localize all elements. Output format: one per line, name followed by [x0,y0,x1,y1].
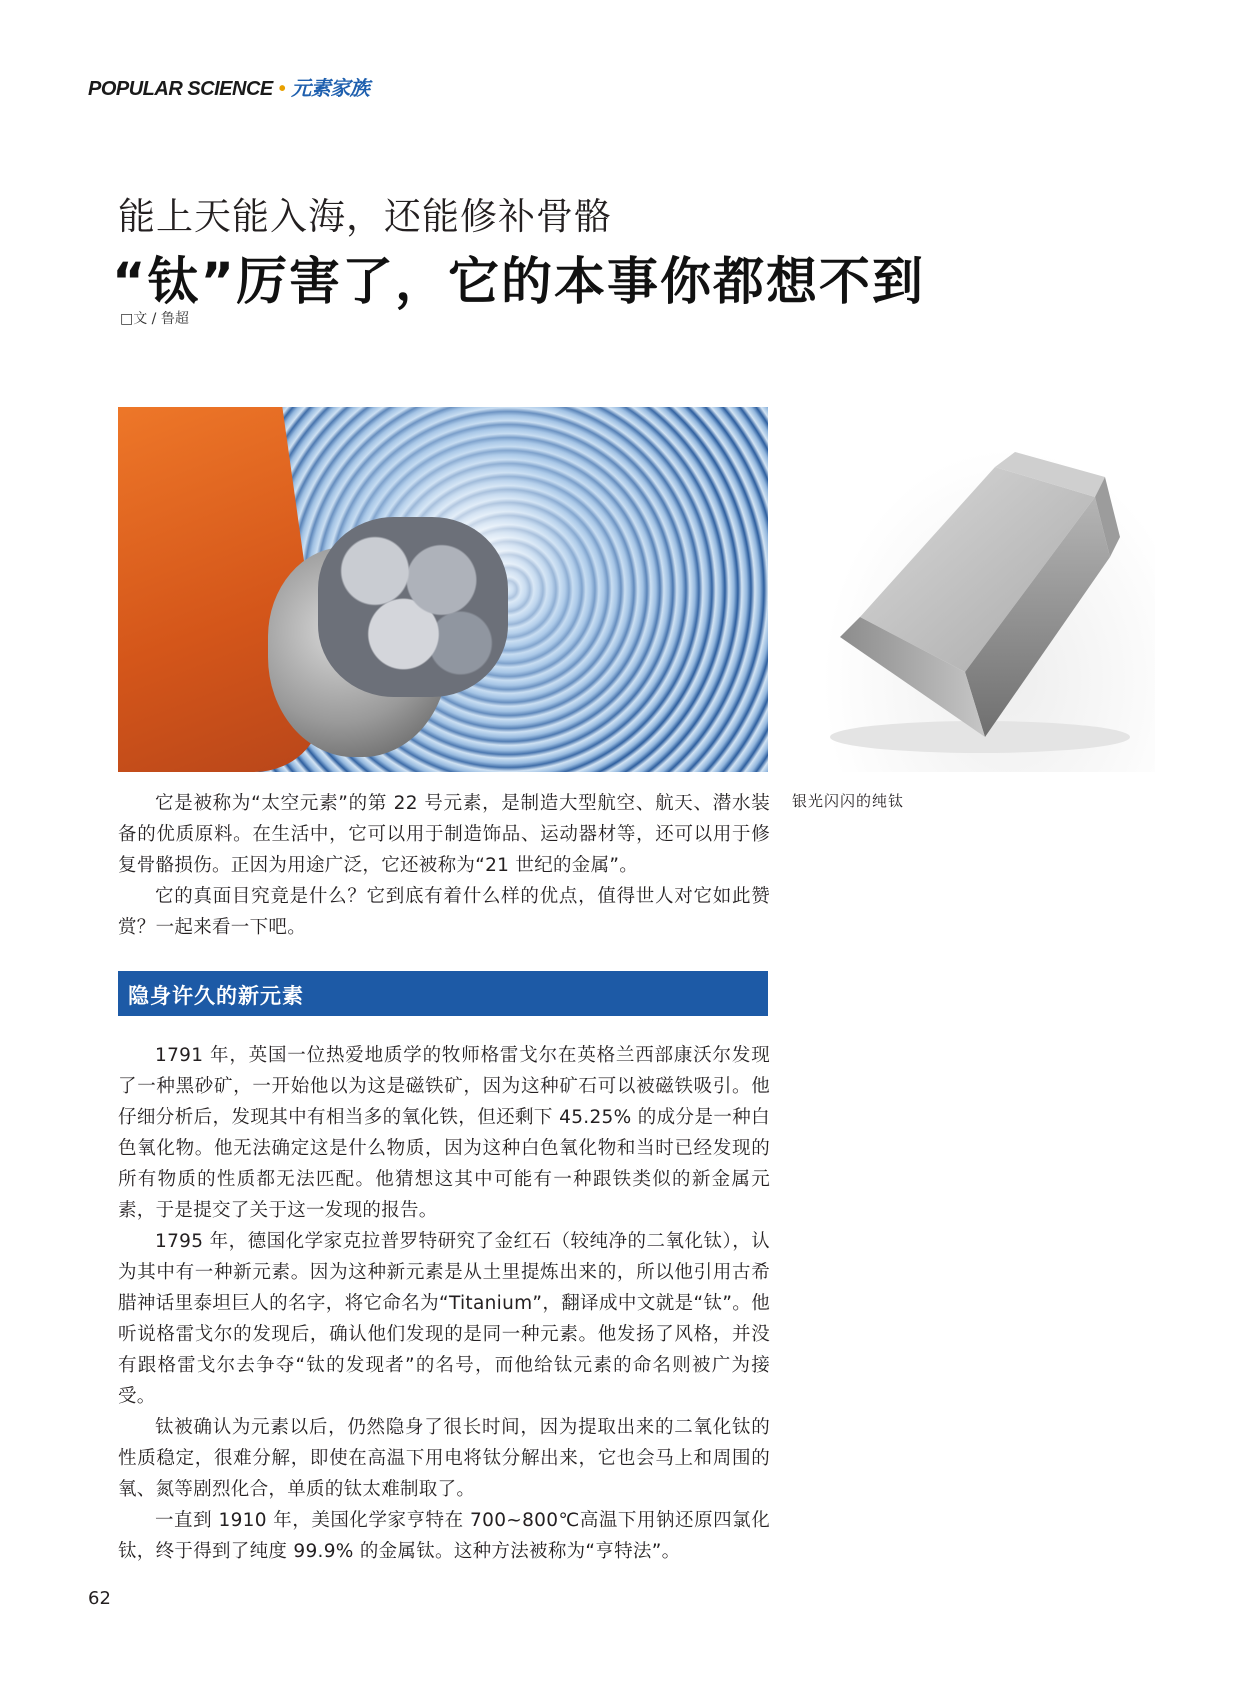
body-paragraph: 钛被确认为元素以后，仍然隐身了很长时间，因为提取出来的二氧化钛的性质稳定，很难分解，即使在高温下用电将钛分解出来，它也会马上和周围的氧、氮等剧烈化合，单质的钛太难制取了。 [118,1417,770,1500]
ore-chunks [318,517,508,697]
section-body [118,1040,770,1567]
intro-text [118,788,770,943]
article-byline: □文 / 鲁超 [120,311,189,327]
magazine-brand: POPULAR SCIENCE [88,78,273,100]
body-paragraph: 1791 年，英国一位热爱地质学的牧师格雷戈尔在英格兰西部康沃尔发现了一种黑砂矿，一开始他以为这是磁铁矿，因为这种矿石可以被磁铁吸引。他仔细分析后，发现其中有相当多的氧化铁，但还剩下 45.25% 的成分是一种白色氧化物。他无法确定这是什么物质，因为这种白色氧化物和当时已经发现的所有物质的性质都无法匹配。他猜想这其中可能有一种跟铁类似的新金属元素，于是提交了关于这一发现的报告。 [118,1045,770,1221]
section-heading-bar [118,971,768,1016]
body-paragraph: 1795 年，德国化学家克拉普罗特研究了金红石（较纯净的二氧化钛），认为其中有一种新元素。因为这种新元素是从土里提炼出来的，所以他引用古希腊神话里泰坦巨人的名字，将它命名为“Titanium”，翻译成中文就是“钛”。他听说格雷戈尔的发现后，确认他们发现的是同一种元素。他发扬了风格，并没有跟格雷戈尔去争夺“钛的发现者”的名号，而他给钛元素的命名则被广为接受。 [118,1231,770,1407]
page-number: 62 [88,1588,111,1609]
titanium-ore-photo [118,407,768,772]
section-title: 隐身许久的新元素 [128,984,304,1008]
column-name: 元素家族 [291,78,370,100]
titanium-ingot [790,407,1155,772]
bar-photo-caption: 银光闪闪的纯钛 [792,792,905,810]
body-paragraph: 一直到 1910 年，美国化学家亨特在 700~800℃高温下用钠还原四氯化钛，终于得到了纯度 99.9% 的金属钛。这种方法被称为“亨特法”。 [118,1510,770,1562]
header-separator: • [278,78,286,100]
article-title: “钛”厉害了，它的本事你都想不到 [112,253,926,312]
article-subtitle: 能上天能入海，还能修补骨骼 [118,195,612,238]
intro-paragraph: 它的真面目究竟是什么？它到底有着什么样的优点，值得世人对它如此赞赏？一起来看一下吧。 [118,886,770,938]
magazine-header [88,72,369,101]
titanium-bar-photo [790,407,1155,772]
intro-paragraph: 它是被称为“太空元素”的第 22 号元素，是制造大型航空、航天、潜水装备的优质原料。在生活中，它可以用于制造饰品、运动器材等，还可以用于修复骨骼损伤。正因为用途广泛，它还被称为“21 世纪的金属”。 [118,793,770,876]
